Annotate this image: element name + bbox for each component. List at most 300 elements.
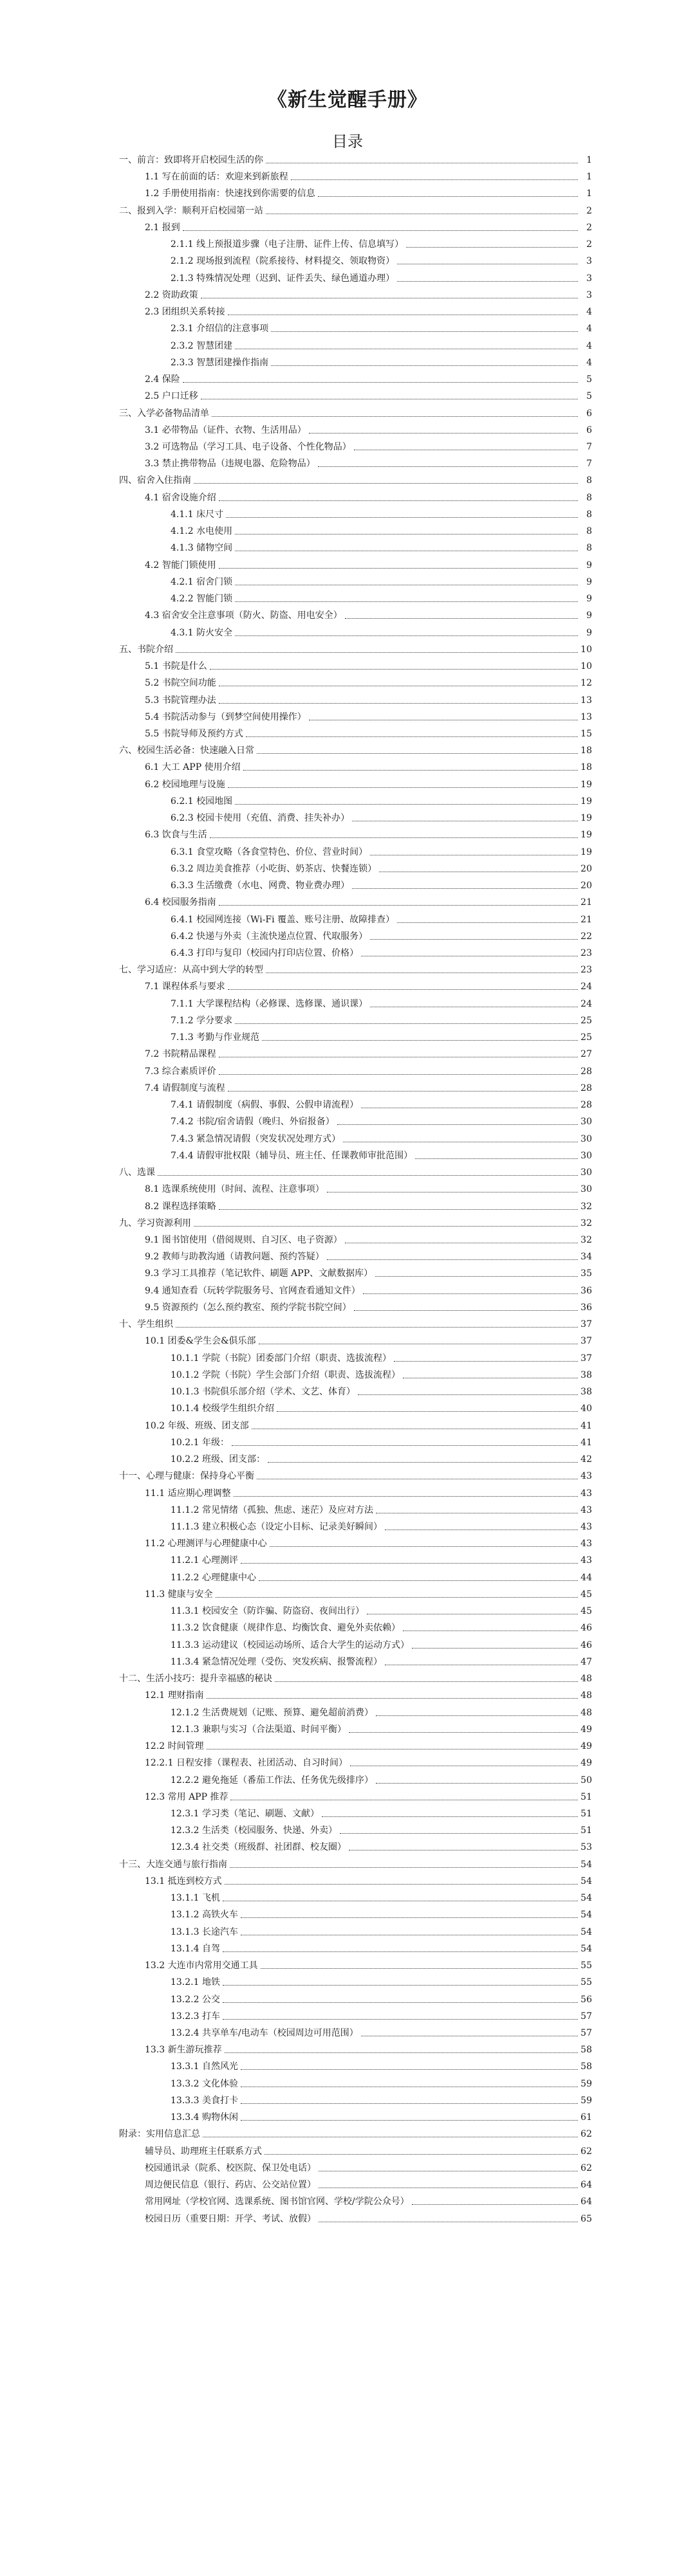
- toc-entry[interactable]: [0, 205, 695, 217]
- toc-entry-label: 10.2.1 年级：: [171, 1437, 229, 1448]
- toc-entry[interactable]: [0, 154, 695, 166]
- toc-entry[interactable]: [0, 1640, 695, 1651]
- toc-entry[interactable]: [0, 1775, 695, 1786]
- toc-entry[interactable]: [0, 1707, 695, 1719]
- toc-entry[interactable]: [0, 1319, 695, 1330]
- toc-entry[interactable]: [0, 745, 695, 756]
- toc-entry-label: 三、入学必备物品清单: [119, 408, 209, 419]
- toc-entry-label: 13.3.3 美食打卡: [171, 2095, 238, 2106]
- toc-leader-dots: [246, 736, 578, 737]
- toc-entry[interactable]: [0, 1183, 695, 1195]
- toc-entry-page: 43: [580, 1555, 592, 1566]
- toc-leader-dots: [327, 1259, 578, 1260]
- toc-entry[interactable]: [0, 1234, 695, 1246]
- toc-entry-label: 7.1 课程体系与要求: [145, 982, 225, 992]
- toc-entry[interactable]: [0, 492, 695, 504]
- toc-entry-page: 25: [580, 1032, 592, 1043]
- toc-entry-label: 12.1.3 兼职与实习（合法渠道、时间平衡）: [171, 1724, 346, 1735]
- toc-entry-page: 38: [580, 1369, 592, 1380]
- toc-leader-dots: [210, 669, 578, 670]
- toc-entry[interactable]: [0, 1572, 695, 1584]
- toc-entry-label: 12.1 理财指南: [145, 1690, 204, 1701]
- toc-entry[interactable]: [0, 1740, 695, 1752]
- toc-entry[interactable]: [0, 458, 695, 470]
- toc-entry[interactable]: [0, 661, 695, 672]
- toc-leader-dots: [262, 1040, 578, 1041]
- table-of-contents: [0, 154, 695, 2225]
- toc-entry[interactable]: [0, 829, 695, 841]
- toc-leader-dots: [394, 1361, 578, 1362]
- toc-entry-label: 6.3.3 生活缴费（水电、网费、物业费办理）: [171, 881, 350, 891]
- toc-entry-label: 7.4.3 紧急情况请假（突发状况处理方式）: [171, 1133, 341, 1144]
- toc-entry[interactable]: [0, 1926, 695, 1938]
- toc-leader-dots: [219, 568, 578, 569]
- toc-entry-page: 12: [580, 678, 592, 689]
- toc-entry[interactable]: [0, 1943, 695, 1955]
- toc-entry-label: 6.4 校园服务指南: [145, 897, 216, 908]
- toc-entry-label: 8.1 选课系统使用（时间、流程、注意事项）: [145, 1184, 324, 1195]
- toc-entry-label: 13.1.2 高铁火车: [171, 1910, 238, 1921]
- toc-leader-dots: [228, 1091, 578, 1092]
- toc-entry[interactable]: [0, 390, 695, 402]
- toc-entry[interactable]: [0, 2061, 695, 2072]
- toc-leader-dots: [363, 1293, 578, 1294]
- toc-entry-page: 20: [580, 863, 592, 874]
- toc-leader-dots: [271, 365, 578, 366]
- toc-entry-page: 54: [580, 1926, 592, 1937]
- toc-entry-page: 43: [580, 1504, 592, 1515]
- toc-entry-label: 13.2.4 共享单车/电动车（校园周边可用范围）: [171, 2028, 358, 2039]
- toc-entry[interactable]: [0, 255, 695, 267]
- toc-leader-dots: [223, 2002, 578, 2003]
- toc-entry-page: 3: [586, 289, 592, 300]
- toc-leader-dots: [219, 1074, 578, 1075]
- toc-entry[interactable]: [0, 1116, 695, 1128]
- toc-entry[interactable]: [0, 1757, 695, 1769]
- toc-entry-page: 64: [580, 2180, 592, 2191]
- toc-leader-dots: [235, 804, 578, 805]
- toc-leader-dots: [275, 1681, 578, 1682]
- toc-entry[interactable]: [0, 1605, 695, 1617]
- toc-entry-page: 48: [580, 1674, 592, 1685]
- toc-entry-label: 4.2.1 宿舍门锁: [171, 576, 233, 587]
- toc-entry[interactable]: [0, 188, 695, 199]
- toc-entry[interactable]: [0, 1032, 695, 1043]
- toc-entry-page: 5: [586, 374, 592, 385]
- toc-entry-page: 61: [580, 2112, 592, 2123]
- toc-entry-page: 7: [586, 459, 592, 470]
- toc-entry-page: 62: [580, 2146, 592, 2157]
- toc-entry[interactable]: [0, 2213, 695, 2225]
- toc-entry-label: 六、校园生活必备：快速融入日常: [119, 745, 254, 756]
- toc-entry[interactable]: [0, 1892, 695, 1904]
- toc-entry-label: 5.5 书院导师及预约方式: [145, 728, 243, 739]
- toc-entry[interactable]: [0, 846, 695, 858]
- toc-entry-page: 49: [580, 1758, 592, 1769]
- toc-leader-dots: [219, 500, 578, 501]
- toc-entry-label: 9.3 学习工具推荐（笔记软件、刷题 APP、文献数据库）: [145, 1268, 373, 1279]
- toc-leader-dots: [194, 483, 578, 484]
- toc-entry-label: 6.3.2 周边美食推荐（小吃街、奶茶店、快餐连锁）: [171, 863, 377, 874]
- toc-entry-label: 13.2.1 地铁: [171, 1977, 220, 1988]
- toc-entry[interactable]: [0, 171, 695, 183]
- toc-leader-dots: [271, 331, 578, 332]
- toc-entry[interactable]: [0, 1876, 695, 1887]
- toc-entry-label: 10.1.1 学院（书院）团委部门介绍（职责、选拔流程）: [171, 1353, 391, 1364]
- toc-entry-label: 6.4.3 打印与复印（校园内打印店位置、价格）: [171, 948, 359, 959]
- toc-entry[interactable]: [0, 880, 695, 891]
- toc-entry[interactable]: [0, 981, 695, 992]
- toc-entry-label: 6.1 大工 APP 使用介绍: [145, 762, 241, 773]
- toc-entry-label: 10.2 年级、班级、团支部: [145, 1420, 249, 1431]
- toc-entry-page: 23: [580, 965, 592, 976]
- toc-entry-page: 30: [580, 1150, 592, 1161]
- toc-entry[interactable]: [0, 1622, 695, 1634]
- toc-leader-dots: [232, 1445, 578, 1446]
- toc-leader-dots: [354, 1310, 578, 1311]
- toc-entry-label: 13.3.2 文化体验: [171, 2078, 238, 2089]
- toc-entry-label: 11.2.2 心理健康中心: [171, 1572, 256, 1583]
- toc-entry-page: 9: [586, 627, 592, 638]
- toc-entry-page: 27: [580, 1049, 592, 1060]
- toc-entry-page: 6: [586, 425, 592, 435]
- toc-entry-page: 18: [580, 745, 592, 756]
- toc-entry-label: 11.3.3 运动建议（校园运动场所、适合大学生的运动方式）: [171, 1640, 409, 1650]
- toc-entry[interactable]: [0, 273, 695, 284]
- toc-leader-dots: [397, 281, 578, 282]
- toc-leader-dots: [270, 1546, 578, 1547]
- toc-entry[interactable]: [0, 441, 695, 453]
- toc-entry-page: 54: [580, 1876, 592, 1886]
- toc-entry[interactable]: [0, 1420, 695, 1432]
- toc-entry[interactable]: [0, 357, 695, 369]
- toc-entry[interactable]: [0, 1218, 695, 1229]
- toc-leader-dots: [352, 888, 578, 889]
- toc-entry-label: 13.2.3 打车: [171, 2011, 220, 2022]
- toc-leader-dots: [158, 1175, 578, 1176]
- toc-entry-label: 11.1.3 建立积极心态（设定小目标、记录美好瞬间）: [171, 1521, 382, 1532]
- toc-entry[interactable]: [0, 239, 695, 250]
- toc-leader-dots: [309, 433, 578, 434]
- toc-entry-page: 30: [580, 1133, 592, 1144]
- toc-entry[interactable]: [0, 525, 695, 537]
- toc-entry[interactable]: [0, 306, 695, 318]
- toc-entry-page: 62: [580, 2162, 592, 2173]
- toc-entry-label: 7.1.3 考勤与作业规范: [171, 1032, 260, 1043]
- toc-entry[interactable]: [0, 1521, 695, 1533]
- toc-entry[interactable]: [0, 1909, 695, 1921]
- toc-entry-page: 58: [580, 2061, 592, 2072]
- toc-entry-label: 2.5 户口迁移: [145, 391, 198, 402]
- toc-entry-label: 10.1 团委&学生会&俱乐部: [145, 1336, 256, 1347]
- toc-entry[interactable]: [0, 863, 695, 875]
- toc-entry-label: 7.1.2 学分要求: [171, 1015, 233, 1026]
- toc-leader-dots: [376, 1783, 578, 1784]
- toc-entry-label: 五、书院介绍: [119, 644, 173, 655]
- toc-leader-dots: [412, 1648, 578, 1649]
- toc-entry-label: 校园日历（重要日期：开学、考试、放假）: [145, 2213, 316, 2224]
- toc-leader-dots: [241, 2069, 578, 2070]
- toc-entry[interactable]: [0, 1015, 695, 1027]
- toc-entry[interactable]: [0, 1656, 695, 1668]
- toc-entry-page: 59: [580, 2095, 592, 2106]
- toc-entry-page: 9: [586, 576, 592, 587]
- toc-entry-page: 13: [580, 695, 592, 706]
- toc-entry-page: 49: [580, 1724, 592, 1735]
- toc-entry-label: 5.3 书院管理办法: [145, 695, 216, 706]
- toc-entry[interactable]: [0, 998, 695, 1010]
- toc-entry-label: 十二、生活小技巧：提升幸福感的秘诀: [119, 1674, 272, 1685]
- toc-entry[interactable]: [0, 1859, 695, 1870]
- toc-entry[interactable]: [0, 1555, 695, 1566]
- toc-entry-label: 13.3 新生游玩推荐: [145, 2045, 222, 2056]
- toc-entry[interactable]: [0, 947, 695, 959]
- toc-entry-page: 32: [580, 1201, 592, 1212]
- toc-entry[interactable]: [0, 1470, 695, 1482]
- toc-entry-page: 8: [586, 543, 592, 554]
- toc-entry[interactable]: [0, 1454, 695, 1465]
- toc-leader-dots: [370, 939, 578, 940]
- toc-entry[interactable]: [0, 323, 695, 334]
- toc-entry-page: 19: [580, 796, 592, 807]
- toc-entry-label: 常用网址（学校官网、选课系统、图书馆官网、学校/学院公众号）: [145, 2197, 409, 2207]
- toc-leader-dots: [349, 1732, 578, 1733]
- toc-entry[interactable]: [0, 2162, 695, 2174]
- toc-entry[interactable]: [0, 1099, 695, 1111]
- toc-entry[interactable]: [0, 2044, 695, 2056]
- toc-entry-page: 54: [580, 1859, 592, 1870]
- toc-entry[interactable]: [0, 560, 695, 571]
- toc-entry[interactable]: [0, 1724, 695, 1735]
- toc-entry-label: 8.2 课程选择策略: [145, 1201, 216, 1212]
- toc-entry[interactable]: [0, 2078, 695, 2090]
- toc-entry-label: 11.3 健康与安全: [145, 1589, 213, 1600]
- toc-leader-dots: [230, 1867, 578, 1868]
- toc-entry-label: 辅导员、助理班主任联系方式: [145, 2146, 262, 2157]
- toc-entry-label: 12.2.1 日程安排（课程表、社团活动、自习时间）: [145, 1758, 348, 1769]
- toc-entry-label: 附录：实用信息汇总: [119, 2129, 200, 2140]
- toc-entry[interactable]: [0, 728, 695, 740]
- toc-entry[interactable]: [0, 1960, 695, 1971]
- toc-entry-page: 1: [586, 188, 592, 199]
- toc-entry[interactable]: [0, 762, 695, 773]
- toc-leader-dots: [318, 466, 578, 467]
- toc-entry[interactable]: [0, 1690, 695, 1701]
- toc-entry-page: 36: [580, 1285, 592, 1296]
- toc-entry[interactable]: [0, 1133, 695, 1145]
- toc-entry-page: 9: [586, 560, 592, 571]
- toc-leader-dots: [219, 905, 578, 906]
- toc-entry-page: 15: [580, 728, 592, 739]
- toc-leader-dots: [228, 787, 578, 788]
- toc-entry-label: 7.3 综合素质评价: [145, 1066, 216, 1077]
- toc-entry[interactable]: [0, 2027, 695, 2039]
- toc-entry[interactable]: [0, 677, 695, 689]
- toc-entry[interactable]: [0, 644, 695, 655]
- toc-entry[interactable]: [0, 2128, 695, 2140]
- toc-entry-label: 2.3.3 智慧团建操作指南: [171, 357, 269, 368]
- toc-leader-dots: [235, 601, 578, 602]
- toc-leader-dots: [176, 1327, 578, 1328]
- toc-entry-page: 34: [580, 1252, 592, 1263]
- toc-entry-label: 七、学习适应：从高中到大学的转型: [119, 965, 263, 976]
- toc-entry-page: 43: [580, 1471, 592, 1482]
- toc-entry-label: 6.4.1 校园网连接（Wi-Fi 覆盖、账号注册、故障排查）: [171, 914, 395, 925]
- toc-entry[interactable]: [0, 1285, 695, 1297]
- toc-entry-page: 54: [580, 1943, 592, 1954]
- toc-entry-label: 13.1 抵连到校方式: [145, 1876, 222, 1886]
- toc-entry[interactable]: [0, 1437, 695, 1448]
- toc-entry[interactable]: [0, 2146, 695, 2157]
- toc-entry[interactable]: [0, 1673, 695, 1685]
- toc-entry[interactable]: [0, 576, 695, 588]
- toc-entry[interactable]: [0, 1488, 695, 1499]
- toc-entry-label: 十、学生组织: [119, 1319, 173, 1330]
- toc-entry[interactable]: [0, 2011, 695, 2022]
- toc-entry[interactable]: [0, 914, 695, 926]
- toc-entry[interactable]: [0, 593, 695, 605]
- toc-entry-page: 53: [580, 1842, 592, 1853]
- toc-entry-label: 2.3.1 介绍信的注意事项: [171, 324, 269, 334]
- toc-leader-dots: [223, 1985, 578, 1986]
- toc-entry-page: 54: [580, 1893, 592, 1904]
- toc-entry[interactable]: [0, 408, 695, 419]
- toc-entry[interactable]: [0, 1302, 695, 1313]
- toc-entry-page: 47: [580, 1656, 592, 1667]
- toc-entry[interactable]: [0, 1994, 695, 2005]
- toc-entry-label: 5.4 书院活动参与（到梦空间使用操作）: [145, 711, 306, 722]
- document-title: 《新生觉醒手册》: [268, 89, 427, 111]
- toc-leader-dots: [241, 1917, 578, 1918]
- toc-entry[interactable]: [0, 2095, 695, 2106]
- toc-leader-dots: [235, 635, 578, 636]
- toc-entry-page: 65: [580, 2213, 592, 2224]
- toc-entry-page: 51: [580, 1808, 592, 1819]
- toc-entry-page: 51: [580, 1791, 592, 1802]
- toc-entry-label: 二、报到入学：顺利开启校园第一站: [119, 205, 263, 216]
- toc-entry[interactable]: [0, 610, 695, 621]
- toc-entry-page: 5: [586, 391, 592, 402]
- toc-entry-label: 2.2 资助政策: [145, 289, 198, 300]
- toc-entry-label: 10.1.4 校级学生组织介绍: [171, 1403, 274, 1414]
- toc-entry-label: 周边便民信息（银行、药店、公交站位置）: [145, 2180, 316, 2191]
- toc-entry[interactable]: [0, 1977, 695, 1988]
- toc-entry[interactable]: [0, 2112, 695, 2123]
- toc-entry[interactable]: [0, 1841, 695, 1853]
- toc-entry[interactable]: [0, 1791, 695, 1803]
- toc-entry[interactable]: [0, 1825, 695, 1836]
- toc-entry[interactable]: [0, 1048, 695, 1060]
- toc-entry[interactable]: [0, 711, 695, 723]
- toc-entry[interactable]: [0, 1403, 695, 1414]
- toc-entry[interactable]: [0, 542, 695, 554]
- toc-entry[interactable]: [0, 1808, 695, 1820]
- toc-entry[interactable]: [0, 779, 695, 790]
- toc-leader-dots: [337, 1124, 578, 1125]
- toc-entry-page: 21: [580, 914, 592, 925]
- toc-entry-page: 3: [586, 273, 592, 284]
- toc-entry[interactable]: [0, 796, 695, 807]
- toc-entry[interactable]: [0, 1167, 695, 1178]
- toc-entry-label: 2.1.2 现场报到流程（院系接待、材料提交、领取物资）: [171, 256, 395, 267]
- toc-entry-label: 7.1.1 大学课程结构（必修课、选修课、通识课）: [171, 998, 368, 1009]
- toc-entry[interactable]: [0, 931, 695, 942]
- toc-entry[interactable]: [0, 1150, 695, 1162]
- toc-entry[interactable]: [0, 1538, 695, 1549]
- toc-leader-dots: [406, 247, 578, 248]
- toc-entry[interactable]: [0, 812, 695, 824]
- toc-entry[interactable]: [0, 340, 695, 352]
- toc-entry[interactable]: [0, 695, 695, 706]
- toc-leader-dots: [257, 753, 578, 754]
- toc-entry[interactable]: [0, 1353, 695, 1364]
- toc-entry[interactable]: [0, 1369, 695, 1381]
- toc-leader-dots: [264, 2154, 578, 2155]
- toc-entry-page: 28: [580, 1066, 592, 1077]
- toc-entry-page: 21: [580, 897, 592, 908]
- toc-entry[interactable]: [0, 1251, 695, 1263]
- toc-entry[interactable]: [0, 1066, 695, 1077]
- toc-entry[interactable]: [0, 1589, 695, 1600]
- toc-entry[interactable]: [0, 897, 695, 908]
- toc-leader-dots: [241, 2120, 578, 2121]
- toc-entry-label: 11.3.4 紧急情况处理（受伤、突发疾病、报警流程）: [171, 1656, 382, 1667]
- toc-entry-label: 一、前言：致即将开启校园生活的你: [119, 155, 263, 165]
- toc-entry-page: 37: [580, 1353, 592, 1364]
- toc-entry[interactable]: [0, 627, 695, 639]
- toc-entry[interactable]: [0, 475, 695, 486]
- toc-leader-dots: [268, 1462, 578, 1463]
- toc-entry[interactable]: [0, 222, 695, 233]
- toc-entry-label: 11.1 适应期心理调整: [145, 1488, 231, 1499]
- toc-leader-dots: [183, 230, 578, 231]
- toc-entry[interactable]: [0, 2179, 695, 2191]
- toc-entry-page: 9: [586, 594, 592, 605]
- toc-entry[interactable]: [0, 1201, 695, 1212]
- toc-entry-page: 36: [580, 1302, 592, 1313]
- toc-entry[interactable]: [0, 964, 695, 976]
- toc-entry[interactable]: [0, 1082, 695, 1094]
- toc-entry[interactable]: [0, 1504, 695, 1516]
- toc-entry-page: 57: [580, 2028, 592, 2039]
- toc-entry[interactable]: [0, 509, 695, 520]
- toc-entry-page: 45: [580, 1606, 592, 1617]
- toc-entry-page: 4: [586, 357, 592, 368]
- toc-entry[interactable]: [0, 1386, 695, 1398]
- toc-entry-label: 十一、心理与健康：保持身心平衡: [119, 1471, 254, 1482]
- toc-entry-label: 9.2 教师与助教沟通（请教问题、预约答疑）: [145, 1252, 324, 1263]
- toc-entry-page: 59: [580, 2078, 592, 2089]
- toc-entry[interactable]: [0, 425, 695, 436]
- toc-entry[interactable]: [0, 2196, 695, 2207]
- toc-entry-label: 6.3 饮食与生活: [145, 830, 207, 841]
- toc-leader-dots: [210, 837, 578, 838]
- toc-leader-dots: [345, 618, 578, 619]
- toc-entry-label: 11.1.2 常见情绪（孤独、焦虑、迷茫）及应对方法: [171, 1504, 373, 1515]
- toc-leader-dots: [212, 416, 578, 417]
- toc-entry[interactable]: [0, 289, 695, 301]
- toc-entry[interactable]: [0, 1335, 695, 1347]
- toc-entry-page: 49: [580, 1741, 592, 1752]
- toc-leader-dots: [194, 1226, 578, 1227]
- toc-entry-page: 25: [580, 1015, 592, 1026]
- toc-entry[interactable]: [0, 374, 695, 385]
- toc-entry-label: 12.3 常用 APP 推荐: [145, 1791, 228, 1802]
- toc-entry-label: 四、宿舍入住指南: [119, 475, 191, 486]
- toc-entry-label: 3.3 禁止携带物品（违规电器、危险物品）: [145, 459, 315, 470]
- toc-entry[interactable]: [0, 1268, 695, 1279]
- toc-leader-dots: [261, 1968, 578, 1969]
